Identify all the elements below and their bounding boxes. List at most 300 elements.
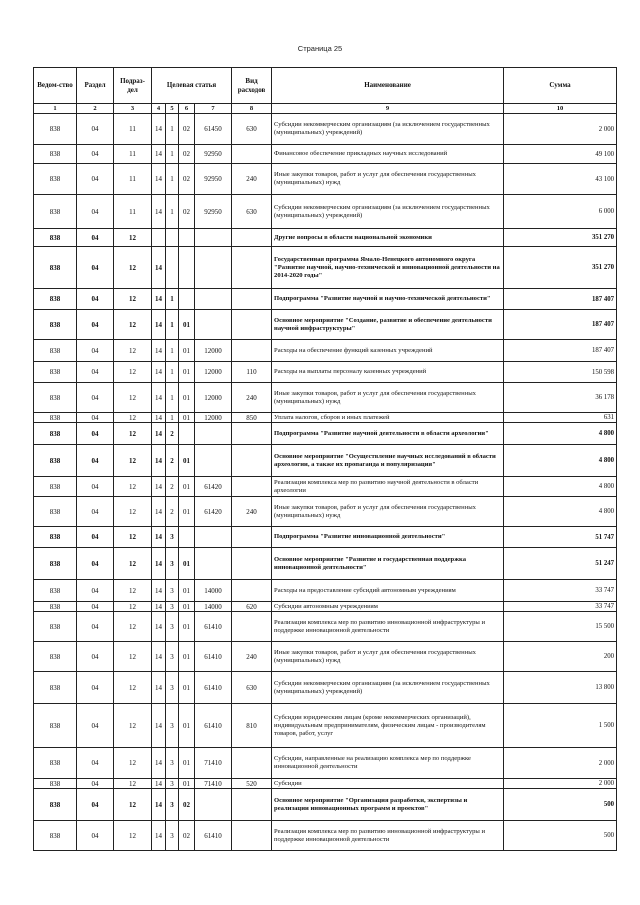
expense-type-cell: 110 xyxy=(232,362,272,383)
event-code-cell: 01 xyxy=(179,310,195,340)
name-cell: Основное мероприятие "Создание, развитие и обеспечение деятельности научной инфраструктуры" xyxy=(272,310,504,340)
expense-type-cell: 630 xyxy=(232,195,272,229)
name-cell: Основное мероприятие "Развитие и государственная поддержка инновационной деятельности" xyxy=(272,548,504,580)
razdel-cell: 04 xyxy=(77,821,114,851)
vedomstvo-cell: 838 xyxy=(34,423,77,445)
event-code-cell: 02 xyxy=(179,195,195,229)
column-number: 2 xyxy=(77,104,114,114)
direction-code-cell xyxy=(195,423,232,445)
name-cell: Субсидии некоммерческим организациям (за исключением государственных (муниципальных) учреждений) xyxy=(272,672,504,704)
subprogram-code-cell: 1 xyxy=(166,413,179,423)
direction-code-cell xyxy=(195,527,232,548)
direction-code-cell: 92950 xyxy=(195,164,232,195)
table-row xyxy=(34,114,617,145)
name-cell: Основное мероприятие "Осуществление научных исследований в области археологии, а также их пропаганда и популяризация" xyxy=(272,445,504,477)
event-code-cell: 01 xyxy=(179,413,195,423)
razdel-cell: 04 xyxy=(77,497,114,527)
expense-type-cell xyxy=(232,477,272,497)
amount-cell: 187 407 xyxy=(504,310,617,340)
podrazdel-cell: 12 xyxy=(114,672,152,704)
event-code-cell: 01 xyxy=(179,445,195,477)
podrazdel-cell: 12 xyxy=(114,423,152,445)
vedomstvo-cell: 838 xyxy=(34,789,77,821)
vedomstvo-cell: 838 xyxy=(34,383,77,413)
podrazdel-cell: 12 xyxy=(114,704,152,748)
table-row xyxy=(34,612,617,642)
program-code-cell: 14 xyxy=(152,672,166,704)
table-row xyxy=(34,477,617,497)
name-cell: Иные закупки товаров, работ и услуг для обеспечения государственных (муниципальных) нужд xyxy=(272,497,504,527)
expense-type-cell: 620 xyxy=(232,602,272,612)
vedomstvo-cell: 838 xyxy=(34,145,77,164)
direction-code-cell: 92950 xyxy=(195,145,232,164)
podrazdel-cell: 12 xyxy=(114,642,152,672)
event-code-cell: 01 xyxy=(179,383,195,413)
subprogram-code-cell: 3 xyxy=(166,580,179,602)
table-row xyxy=(34,229,617,247)
event-code-cell: 02 xyxy=(179,114,195,145)
table-row xyxy=(34,602,617,612)
program-code-cell: 14 xyxy=(152,527,166,548)
subprogram-code-cell: 3 xyxy=(166,612,179,642)
program-code-cell: 14 xyxy=(152,289,166,310)
subprogram-code-cell xyxy=(166,229,179,247)
name-cell: Субсидии автономным учреждениям xyxy=(272,602,504,612)
name-cell: Субсидии некоммерческим организациям (за исключением государственных (муниципальных) учреждений) xyxy=(272,195,504,229)
table-row xyxy=(34,340,617,362)
direction-code-cell: 12000 xyxy=(195,362,232,383)
amount-cell: 351 270 xyxy=(504,247,617,289)
amount-cell: 351 270 xyxy=(504,229,617,247)
table-row xyxy=(34,247,617,289)
amount-cell: 43 100 xyxy=(504,164,617,195)
column-number: 5 xyxy=(166,104,179,114)
subprogram-code-cell: 2 xyxy=(166,497,179,527)
event-code-cell: 02 xyxy=(179,145,195,164)
name-cell: Реализация комплекса мер по развитию научной деятельности в области археологии xyxy=(272,477,504,497)
subprogram-code-cell: 3 xyxy=(166,789,179,821)
razdel-cell: 04 xyxy=(77,195,114,229)
expense-type-cell xyxy=(232,229,272,247)
amount-cell: 150 598 xyxy=(504,362,617,383)
podrazdel-cell: 12 xyxy=(114,527,152,548)
header-summa: Сумма xyxy=(504,68,617,104)
vedomstvo-cell: 838 xyxy=(34,748,77,779)
event-code-cell: 01 xyxy=(179,612,195,642)
name-cell: Другие вопросы в области национальной экономики xyxy=(272,229,504,247)
amount-cell: 6 000 xyxy=(504,195,617,229)
razdel-cell: 04 xyxy=(77,789,114,821)
name-cell: Основное мероприятие "Организация разработки, экспертизы и реализации инновационных программ и проектов" xyxy=(272,789,504,821)
amount-cell: 1 500 xyxy=(504,704,617,748)
amount-cell: 2 000 xyxy=(504,779,617,789)
podrazdel-cell: 12 xyxy=(114,229,152,247)
name-cell: Субсидии юридическим лицам (кроме некоммерческих организаций), индивидуальным предпринимателям, физическим лицам - производителям товаров, работ, услуг xyxy=(272,704,504,748)
podrazdel-cell: 12 xyxy=(114,497,152,527)
name-cell: Подпрограмма "Развитие научной и научно-технической деятельности" xyxy=(272,289,504,310)
expense-type-cell: 240 xyxy=(232,497,272,527)
amount-cell: 4 800 xyxy=(504,477,617,497)
table-row xyxy=(34,413,617,423)
podrazdel-cell: 12 xyxy=(114,310,152,340)
vedomstvo-cell: 838 xyxy=(34,362,77,383)
table-row xyxy=(34,164,617,195)
direction-code-cell: 61450 xyxy=(195,114,232,145)
razdel-cell: 04 xyxy=(77,672,114,704)
program-code-cell: 14 xyxy=(152,445,166,477)
name-cell: Расходы на обеспечение функций казенных учреждений xyxy=(272,340,504,362)
direction-code-cell: 14000 xyxy=(195,580,232,602)
event-code-cell xyxy=(179,289,195,310)
header-celevaya-statya: Целевая статья xyxy=(152,68,232,104)
subprogram-code-cell: 3 xyxy=(166,672,179,704)
table-header-row xyxy=(34,68,617,104)
podrazdel-cell: 12 xyxy=(114,580,152,602)
direction-code-cell xyxy=(195,310,232,340)
table-row xyxy=(34,789,617,821)
expense-type-cell: 630 xyxy=(232,672,272,704)
name-cell: Финансовое обеспечение прикладных научных исследований xyxy=(272,145,504,164)
podrazdel-cell: 12 xyxy=(114,413,152,423)
table-row xyxy=(34,704,617,748)
amount-cell: 500 xyxy=(504,821,617,851)
podrazdel-cell: 12 xyxy=(114,362,152,383)
razdel-cell: 04 xyxy=(77,413,114,423)
razdel-cell: 04 xyxy=(77,580,114,602)
vedomstvo-cell: 838 xyxy=(34,527,77,548)
vedomstvo-cell: 838 xyxy=(34,477,77,497)
column-number: 9 xyxy=(272,104,504,114)
subprogram-code-cell: 1 xyxy=(166,164,179,195)
razdel-cell: 04 xyxy=(77,289,114,310)
name-cell: Подпрограмма "Развитие инновационной деятельности" xyxy=(272,527,504,548)
subprogram-code-cell: 2 xyxy=(166,423,179,445)
program-code-cell: 14 xyxy=(152,477,166,497)
program-code-cell: 14 xyxy=(152,310,166,340)
amount-cell: 15 500 xyxy=(504,612,617,642)
amount-cell: 500 xyxy=(504,789,617,821)
podrazdel-cell: 11 xyxy=(114,195,152,229)
amount-cell: 2 000 xyxy=(504,114,617,145)
razdel-cell: 04 xyxy=(77,310,114,340)
amount-cell: 4 800 xyxy=(504,423,617,445)
program-code-cell: 14 xyxy=(152,164,166,195)
expense-type-cell: 810 xyxy=(232,704,272,748)
direction-code-cell: 61410 xyxy=(195,672,232,704)
event-code-cell xyxy=(179,423,195,445)
vedomstvo-cell: 838 xyxy=(34,340,77,362)
column-number: 6 xyxy=(179,104,195,114)
direction-code-cell: 61420 xyxy=(195,477,232,497)
subprogram-code-cell: 2 xyxy=(166,445,179,477)
amount-cell: 631 xyxy=(504,413,617,423)
amount-cell: 49 100 xyxy=(504,145,617,164)
subprogram-code-cell: 1 xyxy=(166,195,179,229)
table-row xyxy=(34,145,617,164)
program-code-cell: 14 xyxy=(152,748,166,779)
name-cell: Расходы на предоставление субсидий автономным учреждениям xyxy=(272,580,504,602)
razdel-cell: 04 xyxy=(77,612,114,642)
column-number: 10 xyxy=(504,104,617,114)
page-number-label: Страница 25 xyxy=(297,44,343,53)
name-cell: Иные закупки товаров, работ и услуг для обеспечения государственных (муниципальных) нужд xyxy=(272,642,504,672)
podrazdel-cell: 12 xyxy=(114,789,152,821)
expense-type-cell xyxy=(232,548,272,580)
amount-cell: 33 747 xyxy=(504,602,617,612)
name-cell: Расходы на выплаты персоналу казенных учреждений xyxy=(272,362,504,383)
table-row xyxy=(34,362,617,383)
subprogram-code-cell: 3 xyxy=(166,779,179,789)
vedomstvo-cell: 838 xyxy=(34,704,77,748)
direction-code-cell: 61410 xyxy=(195,821,232,851)
event-code-cell: 01 xyxy=(179,779,195,789)
expense-type-cell xyxy=(232,289,272,310)
direction-code-cell: 14000 xyxy=(195,602,232,612)
program-code-cell: 14 xyxy=(152,789,166,821)
subprogram-code-cell: 3 xyxy=(166,642,179,672)
name-cell: Субсидии, направленные на реализацию комплекса мер по поддержке инновационной деятельности xyxy=(272,748,504,779)
expense-type-cell xyxy=(232,247,272,289)
podrazdel-cell: 12 xyxy=(114,779,152,789)
program-code-cell: 14 xyxy=(152,423,166,445)
subprogram-code-cell: 3 xyxy=(166,602,179,612)
vedomstvo-cell: 838 xyxy=(34,310,77,340)
expense-type-cell xyxy=(232,423,272,445)
amount-cell: 51 747 xyxy=(504,527,617,548)
name-cell: Субсидии xyxy=(272,779,504,789)
program-code-cell: 14 xyxy=(152,340,166,362)
program-code-cell: 14 xyxy=(152,497,166,527)
header-razdel: Раздел xyxy=(77,68,114,104)
name-cell: Иные закупки товаров, работ и услуг для обеспечения государственных (муниципальных) нужд xyxy=(272,164,504,195)
razdel-cell: 04 xyxy=(77,642,114,672)
event-code-cell: 01 xyxy=(179,602,195,612)
subprogram-code-cell: 3 xyxy=(166,748,179,779)
podrazdel-cell: 12 xyxy=(114,289,152,310)
vedomstvo-cell: 838 xyxy=(34,445,77,477)
table-row xyxy=(34,672,617,704)
event-code-cell: 01 xyxy=(179,672,195,704)
expense-type-cell: 850 xyxy=(232,413,272,423)
program-code-cell: 14 xyxy=(152,145,166,164)
amount-cell: 200 xyxy=(504,642,617,672)
vedomstvo-cell: 838 xyxy=(34,548,77,580)
podrazdel-cell: 12 xyxy=(114,247,152,289)
direction-code-cell xyxy=(195,289,232,310)
podrazdel-cell: 12 xyxy=(114,383,152,413)
table-row xyxy=(34,497,617,527)
podrazdel-cell: 12 xyxy=(114,821,152,851)
column-number: 4 xyxy=(152,104,166,114)
event-code-cell: 02 xyxy=(179,821,195,851)
program-code-cell: 14 xyxy=(152,580,166,602)
vedomstvo-cell: 838 xyxy=(34,114,77,145)
subprogram-code-cell: 1 xyxy=(166,383,179,413)
vedomstvo-cell: 838 xyxy=(34,229,77,247)
name-cell: Подпрограмма "Развитие научной деятельности в области археологии" xyxy=(272,423,504,445)
subprogram-code-cell: 1 xyxy=(166,310,179,340)
amount-cell: 187 407 xyxy=(504,289,617,310)
program-code-cell: 14 xyxy=(152,779,166,789)
event-code-cell: 01 xyxy=(179,477,195,497)
program-code-cell: 14 xyxy=(152,195,166,229)
event-code-cell: 01 xyxy=(179,497,195,527)
razdel-cell: 04 xyxy=(77,445,114,477)
podrazdel-cell: 12 xyxy=(114,612,152,642)
vedomstvo-cell: 838 xyxy=(34,247,77,289)
column-number: 8 xyxy=(232,104,272,114)
vedomstvo-cell: 838 xyxy=(34,779,77,789)
program-code-cell: 14 xyxy=(152,114,166,145)
program-code-cell: 14 xyxy=(152,383,166,413)
column-number: 1 xyxy=(34,104,77,114)
direction-code-cell xyxy=(195,445,232,477)
name-cell: Государственная программа Ямало-Ненецкого автономного округа "Развитие научной, научно-технической и инновационной деятельности на 2014-2020 годы" xyxy=(272,247,504,289)
program-code-cell: 14 xyxy=(152,362,166,383)
expense-type-cell xyxy=(232,310,272,340)
expense-type-cell: 240 xyxy=(232,164,272,195)
podrazdel-cell: 12 xyxy=(114,548,152,580)
direction-code-cell xyxy=(195,247,232,289)
table-row xyxy=(34,821,617,851)
vedomstvo-cell: 838 xyxy=(34,413,77,423)
event-code-cell: 01 xyxy=(179,580,195,602)
event-code-cell: 01 xyxy=(179,748,195,779)
razdel-cell: 04 xyxy=(77,477,114,497)
amount-cell: 2 000 xyxy=(504,748,617,779)
program-code-cell: 14 xyxy=(152,704,166,748)
expense-type-cell xyxy=(232,145,272,164)
event-code-cell: 01 xyxy=(179,340,195,362)
direction-code-cell: 12000 xyxy=(195,413,232,423)
table-row xyxy=(34,580,617,602)
expense-type-cell xyxy=(232,527,272,548)
direction-code-cell: 12000 xyxy=(195,383,232,413)
expense-type-cell xyxy=(232,580,272,602)
podrazdel-cell: 12 xyxy=(114,477,152,497)
program-code-cell: 14 xyxy=(152,548,166,580)
direction-code-cell: 61410 xyxy=(195,642,232,672)
subprogram-code-cell: 3 xyxy=(166,821,179,851)
vedomstvo-cell: 838 xyxy=(34,195,77,229)
expense-type-cell xyxy=(232,340,272,362)
header-podrazdel: Подраз-дел xyxy=(114,68,152,104)
program-code-cell: 14 xyxy=(152,413,166,423)
table-row xyxy=(34,642,617,672)
razdel-cell: 04 xyxy=(77,602,114,612)
column-number: 7 xyxy=(195,104,232,114)
event-code-cell: 01 xyxy=(179,548,195,580)
event-code-cell xyxy=(179,527,195,548)
amount-cell: 187 407 xyxy=(504,340,617,362)
program-code-cell: 14 xyxy=(152,821,166,851)
expense-type-cell: 630 xyxy=(232,114,272,145)
header-naimenovanie: Наименование xyxy=(272,68,504,104)
column-number-row xyxy=(34,104,617,114)
podrazdel-cell: 11 xyxy=(114,114,152,145)
event-code-cell xyxy=(179,247,195,289)
table-row xyxy=(34,445,617,477)
expense-type-cell xyxy=(232,445,272,477)
razdel-cell: 04 xyxy=(77,748,114,779)
razdel-cell: 04 xyxy=(77,383,114,413)
table-row xyxy=(34,527,617,548)
amount-cell: 51 247 xyxy=(504,548,617,580)
direction-code-cell: 61410 xyxy=(195,704,232,748)
name-cell: Субсидии некоммерческим организациям (за исключением государственных (муниципальных) учреждений) xyxy=(272,114,504,145)
vedomstvo-cell: 838 xyxy=(34,612,77,642)
table-row xyxy=(34,748,617,779)
budget-table xyxy=(33,67,617,851)
subprogram-code-cell: 3 xyxy=(166,704,179,748)
expense-type-cell xyxy=(232,612,272,642)
name-cell: Уплата налогов, сборов и иных платежей xyxy=(272,413,504,423)
subprogram-code-cell xyxy=(166,247,179,289)
direction-code-cell xyxy=(195,789,232,821)
amount-cell: 13 800 xyxy=(504,672,617,704)
table-row xyxy=(34,195,617,229)
program-code-cell: 14 xyxy=(152,642,166,672)
vedomstvo-cell: 838 xyxy=(34,164,77,195)
razdel-cell: 04 xyxy=(77,423,114,445)
direction-code-cell: 92950 xyxy=(195,195,232,229)
direction-code-cell: 12000 xyxy=(195,340,232,362)
subprogram-code-cell: 1 xyxy=(166,340,179,362)
razdel-cell: 04 xyxy=(77,548,114,580)
razdel-cell: 04 xyxy=(77,247,114,289)
column-number: 3 xyxy=(114,104,152,114)
podrazdel-cell: 12 xyxy=(114,748,152,779)
razdel-cell: 04 xyxy=(77,145,114,164)
subprogram-code-cell: 1 xyxy=(166,114,179,145)
expense-type-cell: 240 xyxy=(232,383,272,413)
event-code-cell: 01 xyxy=(179,704,195,748)
event-code-cell: 02 xyxy=(179,789,195,821)
subprogram-code-cell: 1 xyxy=(166,145,179,164)
razdel-cell: 04 xyxy=(77,704,114,748)
direction-code-cell xyxy=(195,548,232,580)
razdel-cell: 04 xyxy=(77,779,114,789)
podrazdel-cell: 11 xyxy=(114,164,152,195)
razdel-cell: 04 xyxy=(77,114,114,145)
vedomstvo-cell: 838 xyxy=(34,289,77,310)
table-row xyxy=(34,548,617,580)
podrazdel-cell: 12 xyxy=(114,602,152,612)
program-code-cell: 14 xyxy=(152,247,166,289)
amount-cell: 36 178 xyxy=(504,383,617,413)
expense-type-cell xyxy=(232,789,272,821)
direction-code-cell xyxy=(195,229,232,247)
amount-cell: 4 800 xyxy=(504,445,617,477)
vedomstvo-cell: 838 xyxy=(34,672,77,704)
expense-type-cell: 240 xyxy=(232,642,272,672)
header-vedomstvo: Ведом-ство xyxy=(34,68,77,104)
razdel-cell: 04 xyxy=(77,340,114,362)
name-cell: Реализация комплекса мер по развитию инновационной инфраструктуры и поддержке инновационной деятельности xyxy=(272,821,504,851)
program-code-cell xyxy=(152,229,166,247)
program-code-cell: 14 xyxy=(152,602,166,612)
vedomstvo-cell: 838 xyxy=(34,602,77,612)
name-cell: Реализация комплекса мер по развитию инновационной инфраструктуры и поддержке инновационной деятельности xyxy=(272,612,504,642)
table-row xyxy=(34,779,617,789)
razdel-cell: 04 xyxy=(77,164,114,195)
direction-code-cell: 61410 xyxy=(195,612,232,642)
razdel-cell: 04 xyxy=(77,229,114,247)
event-code-cell: 01 xyxy=(179,362,195,383)
subprogram-code-cell: 3 xyxy=(166,548,179,580)
subprogram-code-cell: 2 xyxy=(166,477,179,497)
expense-type-cell: 520 xyxy=(232,779,272,789)
